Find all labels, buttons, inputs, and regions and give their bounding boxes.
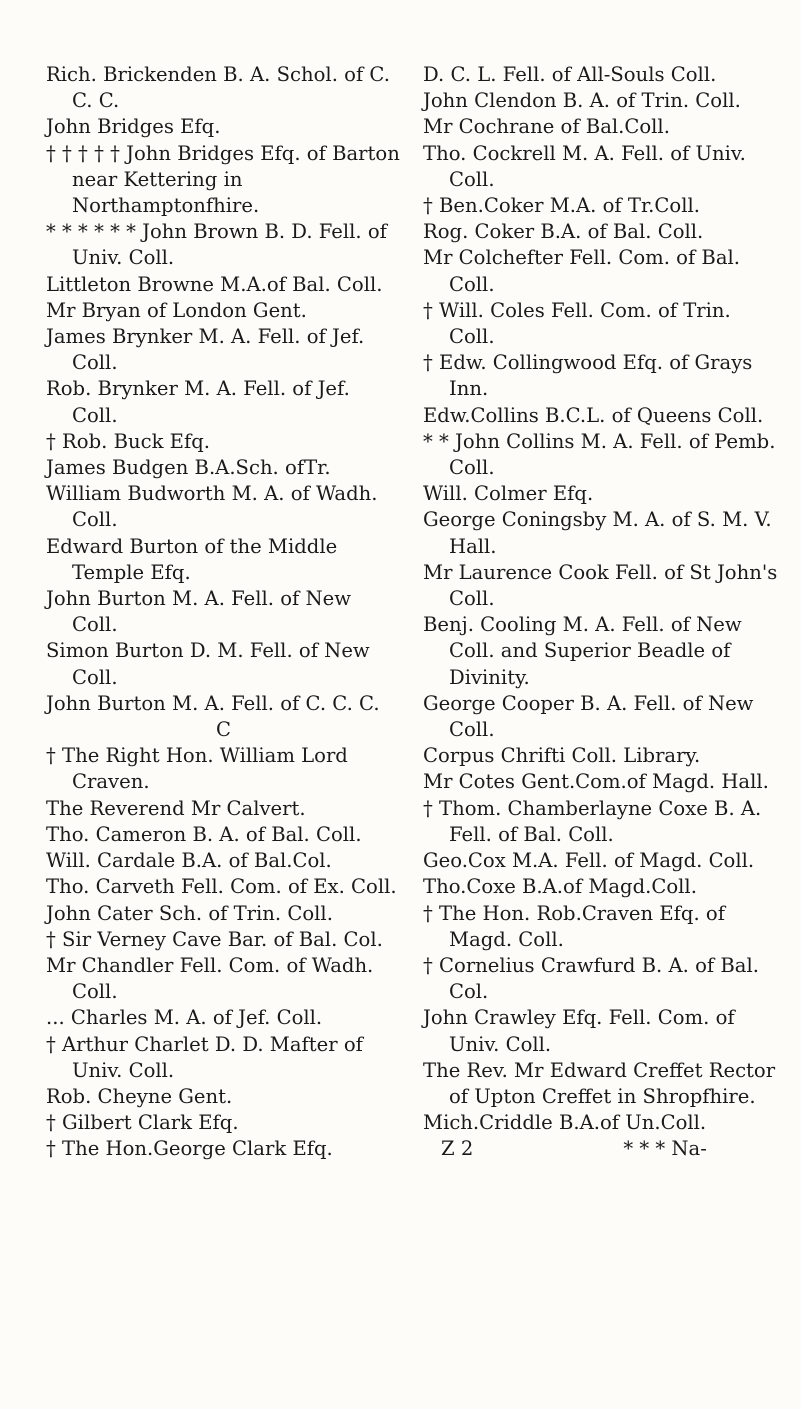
list-entry: John Burton M. A. Fell. of New Coll. [46, 587, 352, 637]
list-entry: Will. Colmer Efq. [423, 482, 594, 506]
list-entry: † The Hon.George Clark Efq. [46, 1137, 333, 1161]
list-entry: Tho.Coxe B.A.of Magd.Coll. [423, 875, 697, 899]
list-entry: ... Charles M. A. of Jef. Coll. [46, 1006, 323, 1030]
list-entry: Mr Bryan of London Gent. [46, 298, 307, 322]
list-entry: Corpus Chrifti Coll. Library. [423, 744, 701, 768]
list-entry: † Sir Verney Cave Bar. of Bal. Col. [46, 927, 383, 951]
list-entry: Mich.Criddle B.A.of Un.Coll. [423, 1111, 707, 1135]
list-entry: † Edw. Collingwood Efq. of Grays Inn. [423, 351, 753, 401]
list-entry: † Arthur Charlet D. D. Mafter of Univ. Coll. [46, 1032, 363, 1082]
list-entry: Rob. Cheyne Gent. [46, 1084, 233, 1108]
left-column [46, 62, 401, 1163]
right-column [423, 62, 778, 1163]
list-entry: John Burton M. A. Fell. of C. C. C. [46, 691, 380, 715]
list-entry: John Crawley Efq. Fell. Com. of Univ. Coll. [423, 1006, 735, 1056]
list-entry: Mr Cochrane of Bal.Coll. [423, 115, 670, 139]
list-entry: † Rob. Buck Efq. [46, 429, 210, 453]
list-entry: Littleton Browne M.A.of Bal. Coll. [46, 272, 383, 296]
list-entry: William Budworth M. A. of Wadh. Coll. [46, 482, 378, 532]
list-entry: Rog. Coker B.A. of Bal. Coll. [423, 220, 704, 244]
list-entry: Mr Colchefter Fell. Com. of Bal. Coll. [423, 246, 741, 296]
section-letter-heading: C [216, 718, 231, 742]
list-entry: † † † † † John Bridges Efq. of Barton near Kettering in Northamptonfhire. [46, 141, 400, 218]
list-entry: George Cooper B. A. Fell. of New Coll. [423, 691, 754, 742]
list-entry: John Bridges Efq. [46, 115, 221, 139]
list-entry: The Reverend Mr Calvert. [46, 796, 306, 820]
list-entry: Edward Burton of the Middle Temple Efq. [46, 534, 338, 584]
list-entry: Mr Chandler Fell. Com. of Wadh. Coll. [46, 953, 374, 1004]
list-entry: James Brynker M. A. Fell. of Jef. Coll. [46, 325, 365, 375]
list-entry: † Cornelius Crawfurd B. A. of Bal. Col. [423, 953, 759, 1004]
catchword: * * * Na- [623, 1137, 707, 1161]
list-entry: John Clendon B. A. of Trin. Coll. [423, 89, 741, 113]
list-entry: Simon Burton D. M. Fell. of New Coll. [46, 639, 370, 689]
list-entry: Tho. Carveth Fell. Com. of Ex. Coll. [46, 875, 397, 899]
list-entry: † Gilbert Clark Efq. [46, 1111, 239, 1135]
list-entry: † The Hon. Rob.Craven Efq. of Magd. Coll. [423, 901, 725, 951]
list-entry: Benj. Cooling M. A. Fell. of New Coll. and Superior Beadle of Divinity. [423, 613, 742, 689]
list-entry: * * John Collins M. A. Fell. of Pemb. Coll. [423, 429, 776, 480]
list-entry: Edw.Collins B.C.L. of Queens Coll. [423, 403, 764, 427]
list-entry: John Cater Sch. of Trin. Coll. [46, 901, 333, 925]
list-entry: Rob. Brynker M. A. Fell. of Jef. Coll. [46, 377, 350, 427]
list-entry: † Will. Coles Fell. Com. of Trin. Coll. [423, 298, 731, 349]
list-entry: Mr Cotes Gent.Com.of Magd. Hall. [423, 770, 769, 794]
list-entry: Tho. Cameron B. A. of Bal. Coll. [46, 822, 362, 846]
list-entry: The Rev. Mr Edward Creffet Rector of Upton Creffet in Shropfhire. [423, 1058, 776, 1108]
list-entry: James Budgen B.A.Sch. ofTr. [46, 456, 331, 480]
list-entry: † The Right Hon. William Lord Craven. [46, 744, 348, 794]
page-footer-line [423, 1136, 778, 1162]
list-entry: D. C. L. Fell. of All-Souls Coll. [423, 63, 717, 86]
list-entry: George Coningsby M. A. of S. M. V. Hall. [423, 508, 772, 558]
list-entry: † Thom. Chamberlayne Coxe B. A. Fell. of Bal. Coll. [423, 796, 762, 846]
list-entry: Geo.Cox M.A. Fell. of Magd. Coll. [423, 849, 755, 873]
signature-mark: Z 2 [441, 1137, 474, 1161]
list-entry: Tho. Cockrell M. A. Fell. of Univ. Coll. [423, 141, 746, 191]
list-entry: † Ben.Coker M.A. of Tr.Coll. [423, 194, 700, 218]
list-entry: Mr Laurence Cook Fell. of St John's Coll. [423, 560, 778, 611]
list-entry: * * * * * * John Brown B. D. Fell. of Univ. Coll. [46, 220, 387, 270]
list-entry: Rich. Brickenden B. A. Schol. of C. C. C. [46, 63, 390, 113]
list-entry: Will. Cardale B.A. of Bal.Col. [46, 849, 332, 873]
